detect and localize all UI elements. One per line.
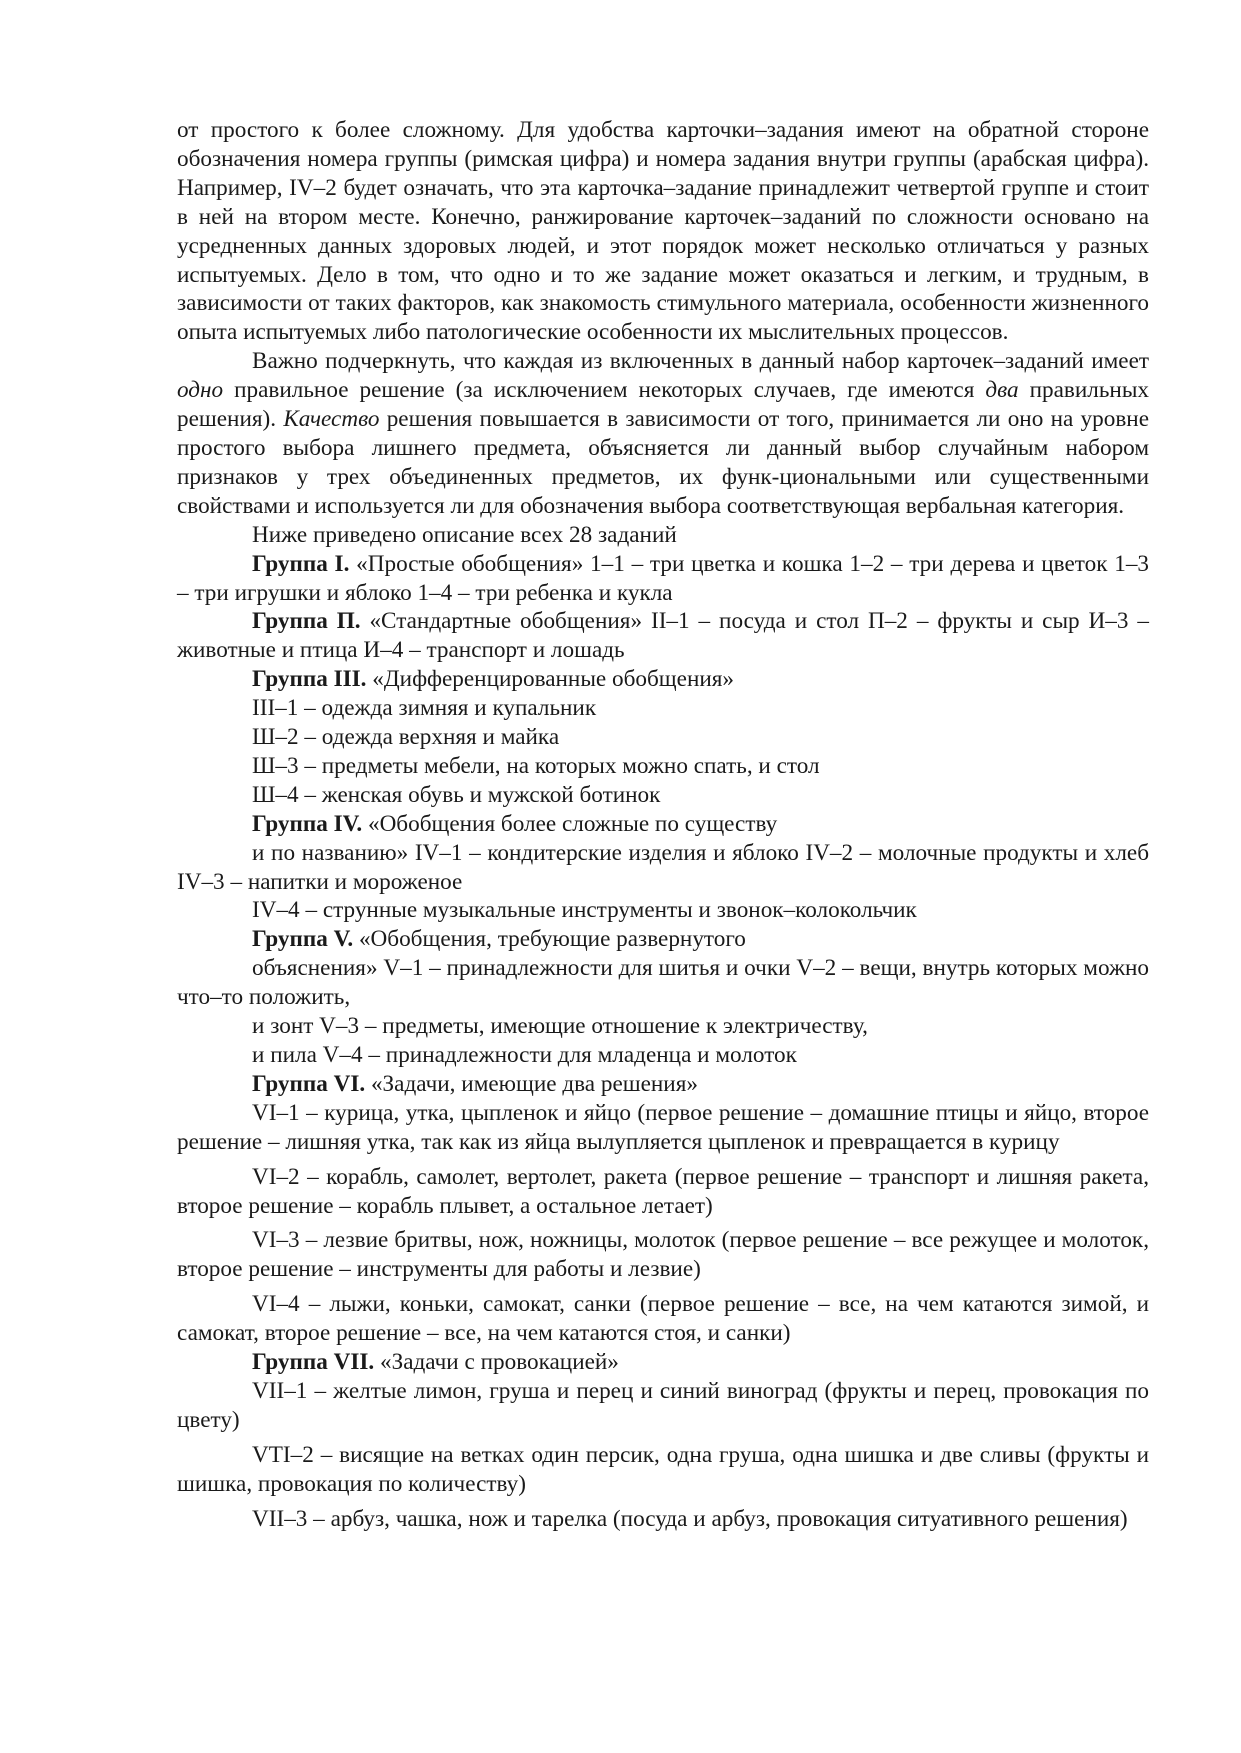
group-text: «Дифференцированные обобщения» — [366, 666, 735, 693]
task-item: VI–3 – лезвие бритвы, нож, ножницы, молоток (первое решение – все режущее и молоток, второе решение – инструменты для работы и лезвие) — [177, 1227, 1149, 1283]
group-heading: Группа III. — [252, 666, 367, 693]
group-1 — [177, 550, 1149, 608]
group-text: «Стандартные обобщения» II–1 – посуда и стол П–2 – фрукты и сыр И–3 – животные и птица И–4 – транспорт и лошадь — [177, 608, 1149, 664]
group-7 — [177, 1348, 1149, 1377]
group-text: «Задачи с провокацией» — [374, 1349, 619, 1376]
paragraph-emphasis — [177, 347, 1149, 520]
task-item: III–1 – одежда зимняя и купальник — [252, 695, 597, 722]
group-text: «Простые обобщения» 1–1 – три цветка и кошка 1–2 – три дерева и цветок 1–3 – три игрушки и яблоко 1–4 – три ребенка и кукла — [177, 550, 1150, 606]
task-item: VTI–2 – висящие на ветках один персик, одна груша, одна шишка и две сливы (фрукты и шишка, провокация по количеству) — [177, 1441, 1149, 1497]
group-2 — [177, 607, 1149, 665]
task-item: и по названию» IV–1 – кондитерские изделия и яблоко IV–2 – молочные продукты и хлеб IV–3 – напитки и мороженое — [177, 839, 1149, 895]
task-item: VII–1 – желтые лимон, груша и перец и синий виноград (фрукты и перец, провокация по цвету) — [177, 1377, 1149, 1433]
group-6 — [177, 1070, 1149, 1099]
task-item: и зонт V–3 – предметы, имеющие отношение к электричеству, — [252, 1013, 868, 1040]
group-text: «Задачи, имеющие два решения» — [365, 1070, 698, 1097]
task-item: объяснения» V–1 – принадлежности для шитья и очки V–2 – вещи, внутрь которых можно что–то положить, — [177, 955, 1149, 1011]
task-item: IV–4 – струнные музыкальные инструменты и звонок–колокольчик — [252, 897, 917, 924]
text-run: правильное решение (за исключением некоторых случаев, где имеются — [223, 377, 986, 404]
group-heading: Группа VII. — [252, 1349, 375, 1376]
task-item: VI–2 – корабль, самолет, вертолет, ракета (первое решение – транспорт и лишняя ракета, второе решение – корабль плывет, а остальное летает) — [177, 1163, 1149, 1219]
group-heading: Группа IV. — [252, 810, 363, 837]
group-heading: Группа VI. — [252, 1070, 366, 1097]
task-item: Ш–2 – одежда верхняя и майка — [252, 724, 560, 751]
group-heading: Группа I. — [252, 550, 350, 577]
task-item: VII–3 – арбуз, чашка, нож и тарелка (посуда и арбуз, провокация ситуативного решения) — [252, 1505, 1128, 1532]
group-heading: Группа V. — [252, 926, 354, 953]
italic-one: одно — [177, 377, 224, 404]
italic-quality: Качество — [283, 406, 380, 433]
task-item: VI–1 – курица, утка, цыпленок и яйцо (первое решение – домашние птицы и яйцо, второе решение – лишняя утка, так как из яйца вылупляется цыпленок и превращается в курицу — [177, 1099, 1149, 1155]
group-5 — [177, 925, 1149, 954]
task-item: Ш–4 – женская обувь и мужской ботинок — [252, 781, 661, 808]
group-heading: Группа П. — [252, 608, 361, 635]
paragraph-intro: от простого к более сложному. Для удобства карточки–задания имеют на обратной стороне обозначения номера группы (римская цифра) и номера задания внутри группы (арабская цифра). Например, IV–2 будет означать, что эта карточка–задание принадлежит четвертой группе и стоит в ней на втором месте. Конечно, ранжирование карточек–заданий по сложности основано на усредненных данных здоровых людей, и этот порядок может несколько отличаться у разных испытуемых. Дело в том, что одно и то же задание может оказаться и легким, и трудным, в зависимости от таких факторов, как знакомость стимульного материала, особенности жизненного опыта испытуемых либо патологические особенности их мыслительных процессов. — [177, 117, 1149, 346]
body-text — [177, 116, 1149, 1534]
text-run: Важно подчеркнуть, что каждая из включенных в данный набор карточек–заданий имеет — [252, 348, 1149, 375]
paragraph-list-intro: Ниже приведено описание всех 28 заданий — [252, 521, 677, 548]
task-item: и пила V–4 – принадлежности для младенца и молоток — [252, 1042, 797, 1068]
group-text: «Обобщения более сложные по существу — [362, 810, 778, 837]
group-4 — [177, 810, 1149, 839]
group-3 — [177, 665, 1149, 694]
task-item: Ш–3 – предметы мебели, на которых можно спать, и стол — [252, 752, 820, 779]
italic-two: два — [985, 377, 1019, 404]
group-text: «Обобщения, требующие развернутого — [353, 926, 746, 953]
task-item: VI–4 – лыжи, коньки, самокат, санки (первое решение – все, на чем катаются зимой, и самокат, второе решение – все, на чем катаются стоя, и санки) — [177, 1291, 1149, 1347]
text-run: правильных решения). — [177, 377, 1149, 433]
text-run: решения повышается в зависимости от того, принимается ли оно на уровне простого выбора лишнего предмета, объясняется ли данный выбор случайным набором признаков у трех объединенных предметов, их функ-циональными или существенными свойствами и используется ли для обозначения выбора соответствующая вербальная категория. — [177, 406, 1149, 519]
